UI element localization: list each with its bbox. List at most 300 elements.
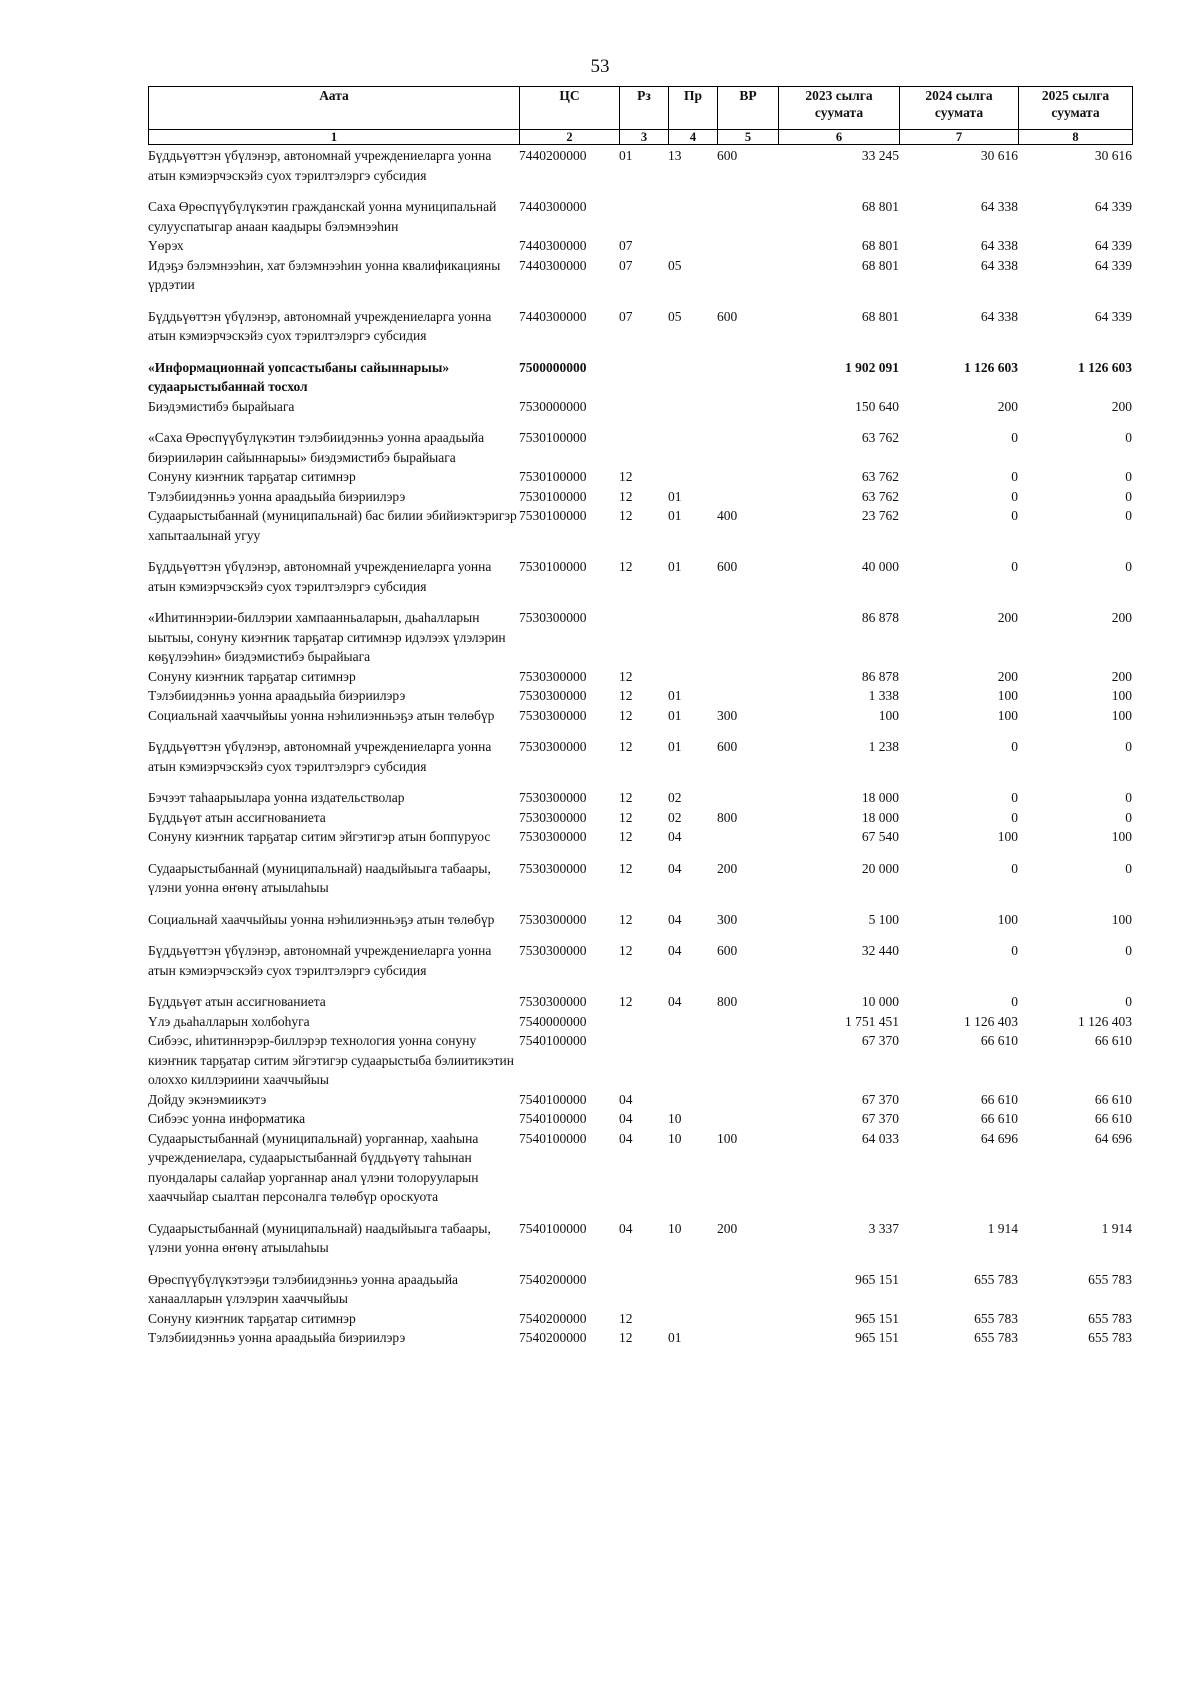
cell-2023: 63 762 xyxy=(861,488,899,504)
table-row xyxy=(148,980,1132,1012)
table-row xyxy=(148,1129,1132,1207)
cell-name: Сонуну киэҥник тарҕатар ситимнэр xyxy=(148,668,356,684)
table-row xyxy=(148,1031,1132,1090)
cell-cs: 7530100000 xyxy=(519,559,587,574)
cell-2025: 0 xyxy=(1125,860,1132,876)
cell-2023: 63 762 xyxy=(861,469,899,484)
cell-2023: 68 801 xyxy=(861,257,899,273)
cell-2023: 18 000 xyxy=(861,809,899,825)
table-row xyxy=(148,545,1132,596)
cell-rz: 12 xyxy=(619,688,633,703)
cell-2025: 655 783 xyxy=(1088,1310,1132,1326)
cell-vr: 600 xyxy=(717,739,738,754)
cell-cs: 7540100000 xyxy=(519,1091,587,1107)
cell-name: Бүддьүөттэн үбүлэнэр, автономнай учреждениеларга уонна атын кэмиэрчэскэйэ суох тэрилтэлэргэ субсидия xyxy=(148,559,492,594)
cell-rz: 12 xyxy=(619,488,633,504)
cell-2024: 0 xyxy=(1011,860,1018,876)
cell-2023: 965 151 xyxy=(855,1330,899,1345)
table-row xyxy=(148,256,1132,295)
cell-cs: 7530300000 xyxy=(519,829,587,844)
cell-2025: 64 339 xyxy=(1094,238,1132,253)
cell-2025: 66 610 xyxy=(1094,1091,1132,1107)
cell-rz: 07 xyxy=(619,238,633,253)
cell-2025: 100 xyxy=(1111,688,1132,703)
cell-name: Сонуну киэҥник тарҕатар ситимнэр xyxy=(148,1310,356,1326)
cell-rz xyxy=(619,1012,668,1032)
cell-pr xyxy=(668,1090,717,1110)
cell-2025: 0 xyxy=(1125,508,1132,523)
cell-pr xyxy=(668,236,717,256)
cell-cs: 7540100000 xyxy=(519,1220,587,1236)
cell-2023: 1 751 451 xyxy=(845,1013,899,1029)
cell-2024: 200 xyxy=(997,610,1018,625)
cell-2025: 100 xyxy=(1111,707,1132,723)
cell-2025: 655 783 xyxy=(1088,1271,1132,1287)
cell-2023: 150 640 xyxy=(855,398,899,414)
cell-name: Өрөспүүбүлүкэтээҕи тэлэбиидэнньэ уонна араадьыйа ханаалларын үлэлэрин хааччыйыы xyxy=(148,1271,459,1306)
table-row xyxy=(148,506,1132,545)
cell-2023: 40 000 xyxy=(861,559,899,574)
cell-2023: 5 100 xyxy=(868,911,899,927)
cell-2024: 0 xyxy=(1011,430,1018,445)
cell-2024: 66 610 xyxy=(980,1091,1018,1107)
cell-vr xyxy=(717,596,778,667)
cell-pr: 04 xyxy=(668,829,682,844)
cell-name: Бүддьүөттэн үбүлэнэр, автономнай учреждениеларга уонна атын кэмиэрчэскэйэ суох тэрилтэлэргэ субсидия xyxy=(148,739,492,774)
cell-2025: 100 xyxy=(1111,829,1132,844)
cell-pr: 01 xyxy=(668,559,682,574)
cell-rz: 01 xyxy=(619,148,633,163)
cell-pr xyxy=(668,416,717,467)
cell-rz: 12 xyxy=(619,994,633,1009)
cell-rz: 04 xyxy=(619,1091,633,1107)
cell-pr: 10 xyxy=(668,1220,682,1236)
cell-2025: 64 339 xyxy=(1094,308,1132,324)
cell-pr: 04 xyxy=(668,860,682,876)
cell-pr: 02 xyxy=(668,809,682,825)
table-row xyxy=(148,416,1132,467)
cell-2024: 100 xyxy=(997,829,1018,844)
cell-rz: 04 xyxy=(619,1130,633,1146)
cell-vr xyxy=(717,827,778,847)
cell-rz xyxy=(619,185,668,236)
header-number-4: 4 xyxy=(669,130,718,145)
cell-2025: 64 339 xyxy=(1094,199,1132,214)
cell-name: Сонуну киэҥник тарҕатар ситим эйгэтигэр атын боппуруос xyxy=(148,829,491,844)
cell-2023: 33 245 xyxy=(861,148,899,163)
cell-rz: 12 xyxy=(619,668,633,684)
cell-2023: 100 xyxy=(878,707,899,723)
cell-vr xyxy=(717,1328,778,1348)
table-row xyxy=(148,1012,1132,1032)
cell-name: Бэчээт таһаарыылара уонна издательстволар xyxy=(148,790,405,805)
cell-2023: 32 440 xyxy=(861,943,899,958)
cell-cs: 7530300000 xyxy=(519,707,587,723)
cell-rz: 12 xyxy=(619,559,633,574)
cell-2024: 100 xyxy=(997,707,1018,723)
cell-2023: 68 801 xyxy=(861,308,899,324)
cell-pr: 04 xyxy=(668,994,682,1009)
cell-vr: 600 xyxy=(717,943,738,958)
cell-pr: 01 xyxy=(668,688,682,703)
cell-2024: 200 xyxy=(997,398,1018,414)
cell-2024: 66 610 xyxy=(980,1033,1018,1048)
cell-2024: 0 xyxy=(1011,559,1018,574)
table-body xyxy=(148,146,1132,1348)
header-number-3: 3 xyxy=(620,130,669,145)
table-row xyxy=(148,827,1132,847)
header-number-7: 7 xyxy=(900,130,1019,145)
cell-cs: 7530300000 xyxy=(519,790,587,805)
cell-name: Сонуну киэҥник тарҕатар ситимнэр xyxy=(148,469,356,484)
cell-2023: 68 801 xyxy=(861,238,899,253)
cell-2023: 68 801 xyxy=(861,199,899,214)
table-row xyxy=(148,1328,1132,1348)
header-2025: 2025 сылга суумата xyxy=(1019,87,1133,130)
cell-vr xyxy=(717,776,778,808)
cell-2024: 64 696 xyxy=(980,1130,1018,1146)
table-row xyxy=(148,146,1132,185)
cell-2024: 1 126 603 xyxy=(964,359,1018,375)
cell-name: Үлэ дьаһалларын холбоһуга xyxy=(148,1013,310,1029)
cell-cs: 7540100000 xyxy=(519,1111,587,1126)
cell-cs: 7440300000 xyxy=(519,257,587,273)
cell-2023: 18 000 xyxy=(861,790,899,805)
cell-name: Бүддьүөттэн үбүлэнэр, автономнай учреждениеларга уонна атын кэмиэрчэскэйэ суох тэрилтэлэргэ субсидия xyxy=(148,148,492,183)
cell-cs: 7530300000 xyxy=(519,610,587,625)
cell-vr: 300 xyxy=(717,911,738,927)
cell-name: Социальнай хааччыйыы уонна нэһилиэнньэҕэ атын төлөбүр xyxy=(148,911,495,927)
cell-2024: 100 xyxy=(997,688,1018,703)
cell-2025: 1 914 xyxy=(1101,1220,1132,1236)
cell-2025: 0 xyxy=(1125,559,1132,574)
cell-pr xyxy=(668,467,717,487)
cell-2023: 67 370 xyxy=(861,1091,899,1107)
page-number: 53 xyxy=(590,56,610,77)
table-row xyxy=(148,1109,1132,1129)
cell-2024: 0 xyxy=(1011,739,1018,754)
cell-cs: 7440300000 xyxy=(519,238,587,253)
cell-name: Сибээс, иһитиннэрэр-биллэрэр технология уонна сонуну киэҥник тарҕатар ситим эйгэтигэр судаарыстыба бэлиитикэтин олоххо киллэриини хааччыйыы xyxy=(148,1033,514,1087)
cell-rz: 12 xyxy=(619,469,633,484)
cell-pr xyxy=(668,397,717,417)
header-2023: 2023 сылга суумата xyxy=(779,87,900,130)
cell-rz: 04 xyxy=(619,1220,633,1236)
cell-2024: 1 126 403 xyxy=(964,1013,1018,1029)
cell-2025: 200 xyxy=(1111,398,1132,414)
cell-2025: 0 xyxy=(1125,943,1132,958)
cell-pr xyxy=(668,1309,717,1329)
cell-2024: 655 783 xyxy=(974,1271,1018,1287)
cell-2024: 0 xyxy=(1011,488,1018,504)
cell-vr xyxy=(717,487,778,507)
table-row xyxy=(148,667,1132,687)
cell-vr xyxy=(717,346,778,397)
cell-2024: 64 338 xyxy=(980,199,1018,214)
cell-pr: 05 xyxy=(668,257,682,273)
cell-pr xyxy=(668,1012,717,1032)
cell-2023: 64 033 xyxy=(861,1130,899,1146)
cell-name: Судаарыстыбаннай (муниципальнай) наадыйыыга табаары, үлэни уонна өҥөнү атыылаһыы xyxy=(148,860,491,895)
cell-2024: 200 xyxy=(997,668,1018,684)
header-number-6: 6 xyxy=(779,130,900,145)
cell-2025: 0 xyxy=(1125,469,1132,484)
cell-2025: 655 783 xyxy=(1088,1330,1132,1345)
cell-name: Тэлэбиидэнньэ уонна араадьыйа биэриилэрэ xyxy=(148,1330,406,1345)
cell-cs: 7500000000 xyxy=(519,359,587,375)
table-row xyxy=(148,898,1132,930)
cell-2025: 1 126 603 xyxy=(1078,359,1132,375)
header-vr: ВР xyxy=(718,87,779,130)
cell-2025: 64 696 xyxy=(1094,1130,1132,1146)
table-row xyxy=(148,1258,1132,1309)
cell-cs: 7530100000 xyxy=(519,469,587,484)
cell-2023: 86 878 xyxy=(861,668,899,684)
cell-rz: 12 xyxy=(619,508,633,523)
cell-2024: 0 xyxy=(1011,809,1018,825)
cell-vr: 600 xyxy=(717,308,738,324)
cell-rz: 12 xyxy=(619,911,633,927)
cell-cs: 7540200000 xyxy=(519,1310,587,1326)
cell-cs: 7440200000 xyxy=(519,148,587,163)
cell-2023: 10 000 xyxy=(861,994,899,1009)
cell-rz: 12 xyxy=(619,1330,633,1345)
cell-2024: 0 xyxy=(1011,943,1018,958)
table-row xyxy=(148,596,1132,667)
cell-cs: 7440300000 xyxy=(519,199,587,214)
cell-pr xyxy=(668,1258,717,1309)
cell-2024: 655 783 xyxy=(974,1330,1018,1345)
cell-pr: 10 xyxy=(668,1130,682,1146)
cell-2023: 965 151 xyxy=(855,1310,899,1326)
cell-vr: 800 xyxy=(717,809,738,825)
cell-name: Судаарыстыбаннай (муниципальнай) бас билии эбийиэктэригэр хапытаалынай угуу xyxy=(148,508,517,543)
cell-2024: 655 783 xyxy=(974,1310,1018,1326)
cell-name: Сибээс уонна информатика xyxy=(148,1111,306,1126)
cell-name: Бүддьүөт атын ассигнованиета xyxy=(148,994,326,1009)
cell-vr xyxy=(717,397,778,417)
cell-vr xyxy=(717,1090,778,1110)
cell-cs: 7530300000 xyxy=(519,688,587,703)
table-row xyxy=(148,236,1132,256)
cell-pr: 01 xyxy=(668,488,682,504)
table-row xyxy=(148,397,1132,417)
table-row xyxy=(148,706,1132,726)
cell-pr: 01 xyxy=(668,739,682,754)
table-row xyxy=(148,929,1132,980)
header-rz: Рз xyxy=(620,87,669,130)
cell-2024: 64 338 xyxy=(980,238,1018,253)
cell-rz: 12 xyxy=(619,860,633,876)
cell-name: «Информационнай уопсастыбаны сайыннарыы» судаарыстыбаннай тосхол xyxy=(148,359,450,394)
cell-pr xyxy=(668,596,717,667)
cell-2024: 0 xyxy=(1011,790,1018,805)
cell-rz: 04 xyxy=(619,1111,633,1126)
cell-cs: 7530100000 xyxy=(519,430,587,445)
cell-cs: 7530100000 xyxy=(519,488,587,504)
cell-vr xyxy=(717,1031,778,1090)
cell-2023: 67 370 xyxy=(861,1111,899,1126)
cell-name: Дойду экэнэмиикэтэ xyxy=(148,1091,267,1107)
cell-rz: 07 xyxy=(619,257,633,273)
cell-2024: 30 616 xyxy=(980,148,1018,163)
header-name: Аата xyxy=(149,87,520,130)
cell-pr xyxy=(668,1031,717,1090)
cell-2023: 1 338 xyxy=(868,688,899,703)
cell-name: Саха Өрөспүүбүлүкэтин гражданскай уонна муниципальнай сулууспатыгар анаан каадыры бэлэмнээһин xyxy=(148,199,497,234)
cell-rz xyxy=(619,397,668,417)
cell-2024: 100 xyxy=(997,911,1018,927)
cell-2025: 200 xyxy=(1111,610,1132,625)
cell-cs: 7530000000 xyxy=(519,398,587,414)
cell-pr xyxy=(668,185,717,236)
cell-cs: 7530300000 xyxy=(519,911,587,927)
cell-rz: 12 xyxy=(619,790,633,805)
cell-pr: 01 xyxy=(668,707,682,723)
cell-cs: 7530100000 xyxy=(519,508,587,523)
cell-name: Тэлэбиидэнньэ уонна араадьыйа биэриилэрэ xyxy=(148,688,406,703)
cell-vr xyxy=(717,416,778,467)
cell-cs: 7540100000 xyxy=(519,1033,587,1048)
cell-2024: 0 xyxy=(1011,994,1018,1009)
cell-2023: 86 878 xyxy=(861,610,899,625)
cell-name: Судаарыстыбаннай (муниципальнай) уорганнар, хааһына учреждениелара, судаарыстыбаннай бүддьүөтү таһынан пуондалары салайар уорганнар анал үлэни толорууларын хааччыйар сыалтан персоналга төлөбүр ороскуота xyxy=(148,1130,479,1204)
table-row xyxy=(148,1207,1132,1258)
table-row xyxy=(148,725,1132,776)
cell-2025: 1 126 403 xyxy=(1078,1013,1132,1029)
cell-vr: 200 xyxy=(717,1220,738,1236)
table-row xyxy=(148,686,1132,706)
cell-rz: 12 xyxy=(619,829,633,844)
cell-pr: 04 xyxy=(668,911,682,927)
cell-rz xyxy=(619,416,668,467)
table-row xyxy=(148,487,1132,507)
cell-name: Социальнай хааччыйыы уонна нэһилиэнньэҕэ атын төлөбүр xyxy=(148,707,495,723)
cell-rz xyxy=(619,596,668,667)
cell-vr xyxy=(717,667,778,687)
cell-vr xyxy=(717,1012,778,1032)
table-header xyxy=(148,86,1133,145)
cell-2023: 3 337 xyxy=(868,1220,899,1236)
cell-pr: 10 xyxy=(668,1111,682,1126)
cell-2025: 0 xyxy=(1125,809,1132,825)
cell-name: «Саха Өрөспүүбүлүкэтин тэлэбиидэнньэ уонна араадьыйа биэрииләрин сайыннарыы» биэдэмистибэ бырайыага xyxy=(148,430,485,465)
table-row xyxy=(148,1090,1132,1110)
cell-vr xyxy=(717,686,778,706)
header-number-1: 1 xyxy=(149,130,520,145)
cell-2025: 66 610 xyxy=(1094,1033,1132,1048)
cell-2023: 63 762 xyxy=(861,430,899,445)
cell-name: Идэҕэ бэлэмнээһин, хат бэлэмнээһин уонна квалификацияны үрдэтии xyxy=(148,257,501,292)
header-number-5: 5 xyxy=(718,130,779,145)
cell-2025: 0 xyxy=(1125,994,1132,1009)
cell-2025: 66 610 xyxy=(1094,1111,1132,1126)
cell-name: Бүддьүөттэн үбүлэнэр, автономнай учреждениеларга уонна атын кэмиэрчэскэйэ суох тэрилтэлэргэ субсидия xyxy=(148,308,492,343)
header-2024: 2024 сылга суумата xyxy=(900,87,1019,130)
cell-2023: 67 540 xyxy=(861,829,899,844)
cell-name: Үөрэх xyxy=(148,238,184,253)
cell-2025: 0 xyxy=(1125,430,1132,445)
cell-pr xyxy=(668,667,717,687)
table-row xyxy=(148,185,1132,236)
cell-pr: 04 xyxy=(668,943,682,958)
cell-2024: 64 338 xyxy=(980,308,1018,324)
header-number-2: 2 xyxy=(520,130,620,145)
cell-cs: 7530300000 xyxy=(519,943,587,958)
cell-2025: 30 616 xyxy=(1094,148,1132,163)
cell-pr xyxy=(668,346,717,397)
cell-2025: 64 339 xyxy=(1094,257,1132,273)
cell-cs: 7440300000 xyxy=(519,308,587,324)
cell-name: Бүддьүөт атын ассигнованиета xyxy=(148,809,326,825)
cell-vr: 300 xyxy=(717,707,738,723)
cell-vr xyxy=(717,256,778,295)
table-row xyxy=(148,776,1132,808)
table-row xyxy=(148,1309,1132,1329)
cell-vr xyxy=(717,467,778,487)
cell-2025: 200 xyxy=(1111,668,1132,684)
cell-2023: 965 151 xyxy=(855,1271,899,1287)
cell-cs: 7540000000 xyxy=(519,1013,587,1029)
cell-cs: 7540100000 xyxy=(519,1130,587,1146)
table-row xyxy=(148,467,1132,487)
cell-vr xyxy=(717,185,778,236)
cell-2024: 66 610 xyxy=(980,1111,1018,1126)
cell-cs: 7530300000 xyxy=(519,668,587,684)
header-pr: Пр xyxy=(669,87,718,130)
cell-name: «Иһитиннэрии-биллэрии хампаанньаларын, дьаһалларын ыытыы, сонуну киэҥник тарҕатар ситимнэр идэлээх үлэлэрин көҕүлээһин» биэдэмистибэ бырайыага xyxy=(148,610,506,664)
cell-cs: 7530300000 xyxy=(519,860,587,876)
cell-vr: 400 xyxy=(717,508,738,523)
table-row xyxy=(148,346,1132,397)
header-cs: ЦС xyxy=(520,87,620,130)
cell-2024: 0 xyxy=(1011,508,1018,523)
cell-rz xyxy=(619,1258,668,1309)
cell-2025: 0 xyxy=(1125,739,1132,754)
cell-pr: 01 xyxy=(668,1330,682,1345)
cell-2023: 1 238 xyxy=(868,739,899,754)
cell-rz: 07 xyxy=(619,308,633,324)
budget-table xyxy=(148,86,1132,1348)
cell-rz xyxy=(619,346,668,397)
cell-pr: 02 xyxy=(668,790,682,805)
cell-cs: 7530300000 xyxy=(519,809,587,825)
cell-cs: 7530300000 xyxy=(519,994,587,1009)
cell-rz: 12 xyxy=(619,943,633,958)
cell-vr: 800 xyxy=(717,994,738,1009)
cell-2024: 1 914 xyxy=(987,1220,1018,1236)
cell-name: Тэлэбиидэнньэ уонна араадьыйа биэриилэрэ xyxy=(148,488,406,504)
cell-vr: 600 xyxy=(717,148,738,163)
table-rows xyxy=(148,146,1132,1348)
cell-vr xyxy=(717,1258,778,1309)
cell-vr xyxy=(717,1309,778,1329)
cell-2025: 0 xyxy=(1125,488,1132,504)
header-number-8: 8 xyxy=(1019,130,1133,145)
cell-name: Бүддьүөттэн үбүлэнэр, автономнай учреждениеларга уонна атын кэмиэрчэскэйэ суох тэрилтэлэргэ субсидия xyxy=(148,943,492,978)
cell-2023: 67 370 xyxy=(861,1033,899,1048)
cell-rz: 12 xyxy=(619,707,633,723)
cell-rz: 12 xyxy=(619,809,633,825)
cell-pr: 05 xyxy=(668,308,682,324)
cell-cs: 7530300000 xyxy=(519,739,587,754)
cell-vr xyxy=(717,1109,778,1129)
cell-vr xyxy=(717,236,778,256)
cell-cs: 7540200000 xyxy=(519,1271,587,1287)
cell-name: Судаарыстыбаннай (муниципальнай) наадыйыыга табаары, үлэни уонна өҥөнү атыылаһыы xyxy=(148,1220,491,1255)
cell-2023: 23 762 xyxy=(861,508,899,523)
table-row xyxy=(148,295,1132,346)
